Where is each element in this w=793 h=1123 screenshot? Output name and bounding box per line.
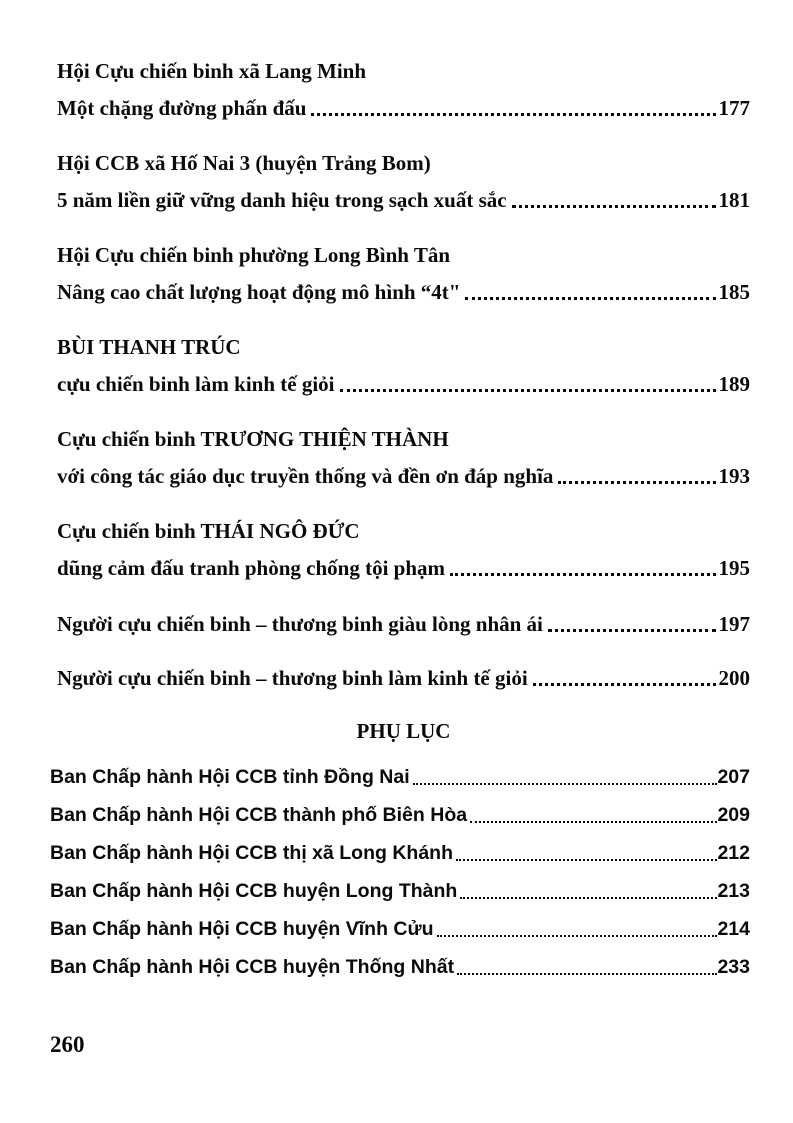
toc-entry-line xyxy=(57,278,750,306)
toc-entry-page: 193 xyxy=(718,464,750,488)
toc-entry-line xyxy=(57,186,750,214)
appendix-entry xyxy=(50,916,750,942)
appendix-entry xyxy=(50,802,750,828)
toc-entry-title: Hội CCB xã Hố Nai 3 (huyện Trảng Bom) xyxy=(57,151,431,175)
appendix-entry-label: Ban Chấp hành Hội CCB tỉnh Đồng Nai xyxy=(50,766,410,788)
dot-leader xyxy=(533,683,716,686)
dot-leader xyxy=(512,205,716,208)
dot-leader xyxy=(465,297,715,300)
toc-entry xyxy=(57,610,750,638)
dot-leader xyxy=(457,973,717,975)
dot-leader xyxy=(311,113,715,116)
toc-entry-title: Hội Cựu chiến binh phường Long Bình Tân xyxy=(57,243,451,267)
toc-entry-subtitle: Nâng cao chất lượng hoạt động mô hình “4t" xyxy=(57,280,461,304)
appendix-entry-label: Ban Chấp hành Hội CCB huyện Vĩnh Cửu xyxy=(50,918,434,940)
toc-entry xyxy=(57,58,750,122)
dot-leader xyxy=(548,629,716,632)
dot-leader xyxy=(558,481,715,484)
appendix-entry-page: 233 xyxy=(717,956,750,978)
toc-entry-line xyxy=(57,610,750,638)
appendix-entry xyxy=(50,840,750,866)
dot-leader xyxy=(340,389,716,392)
appendix-entry-page: 207 xyxy=(717,766,750,788)
appendix-entry xyxy=(50,764,750,790)
dot-leader xyxy=(456,859,717,861)
dot-leader xyxy=(470,821,717,823)
toc-entry-page: 189 xyxy=(718,372,750,396)
toc-entry-subtitle: Người cựu chiến binh – thương binh làm kinh tế giỏi xyxy=(57,666,528,690)
toc-entry-line xyxy=(57,462,750,490)
appendix-list xyxy=(50,764,750,980)
appendix-entry-page: 212 xyxy=(717,842,750,864)
dot-leader xyxy=(460,897,717,899)
toc-entry-line xyxy=(57,554,750,582)
toc-entry-subtitle: 5 năm liền giữ vững danh hiệu trong sạch xuất sắc xyxy=(57,188,507,212)
toc-entry-title: BÙI THANH TRÚC xyxy=(57,335,241,359)
toc-entry-subtitle: với công tác giáo dục truyền thống và đền ơn đáp nghĩa xyxy=(57,464,554,488)
appendix-entry xyxy=(50,954,750,980)
appendix-entry xyxy=(50,878,750,904)
toc-entry-subtitle: dũng cảm đấu tranh phòng chống tội phạm xyxy=(57,556,446,580)
appendix-entry-page: 209 xyxy=(717,804,750,826)
toc-entry-page: 200 xyxy=(718,666,750,690)
page-number: 260 xyxy=(50,1032,85,1057)
dot-leader xyxy=(450,573,715,576)
appendix-entry-page: 213 xyxy=(717,880,750,902)
toc-entry xyxy=(57,426,750,490)
toc-entry-title: Cựu chiến binh TRƯƠNG THIỆN THÀNH xyxy=(57,427,449,451)
toc-entry-title: Cựu chiến binh THÁI NGÔ ĐỨC xyxy=(57,519,360,543)
toc-entry-subtitle: Người cựu chiến binh – thương binh giàu lòng nhân ái xyxy=(57,612,543,636)
dot-leader xyxy=(437,935,718,937)
toc-entry-page: 197 xyxy=(718,612,750,636)
toc-entry-subtitle: cựu chiến binh làm kinh tế giỏi xyxy=(57,372,335,396)
appendix-entry-label: Ban Chấp hành Hội CCB thị xã Long Khánh xyxy=(50,842,453,864)
toc-entry xyxy=(57,664,750,692)
toc-entry xyxy=(57,334,750,398)
toc-entry-page: 195 xyxy=(718,556,750,580)
toc-entry xyxy=(57,518,750,582)
toc-entry-line xyxy=(57,94,750,122)
toc-entry-title: Hội Cựu chiến binh xã Lang Minh xyxy=(57,59,367,83)
toc-entry xyxy=(57,150,750,214)
toc-entry-page: 181 xyxy=(718,188,750,212)
toc-entry-page: 185 xyxy=(718,280,750,304)
toc-list xyxy=(57,58,750,692)
toc-entry-line xyxy=(57,664,750,692)
appendix-heading: PHỤ LỤC xyxy=(356,719,451,743)
toc-entry xyxy=(57,242,750,306)
appendix-entry-label: Ban Chấp hành Hội CCB huyện Long Thành xyxy=(50,880,458,902)
toc-entry-page: 177 xyxy=(718,96,750,120)
toc-entry-line xyxy=(57,370,750,398)
appendix-entry-label: Ban Chấp hành Hội CCB huyện Thống Nhất xyxy=(50,956,455,978)
dot-leader xyxy=(413,783,718,785)
appendix-entry-label: Ban Chấp hành Hội CCB thành phố Biên Hòa xyxy=(50,804,468,826)
appendix-entry-page: 214 xyxy=(717,918,750,940)
toc-entry-subtitle: Một chặng đường phấn đấu xyxy=(57,96,307,120)
